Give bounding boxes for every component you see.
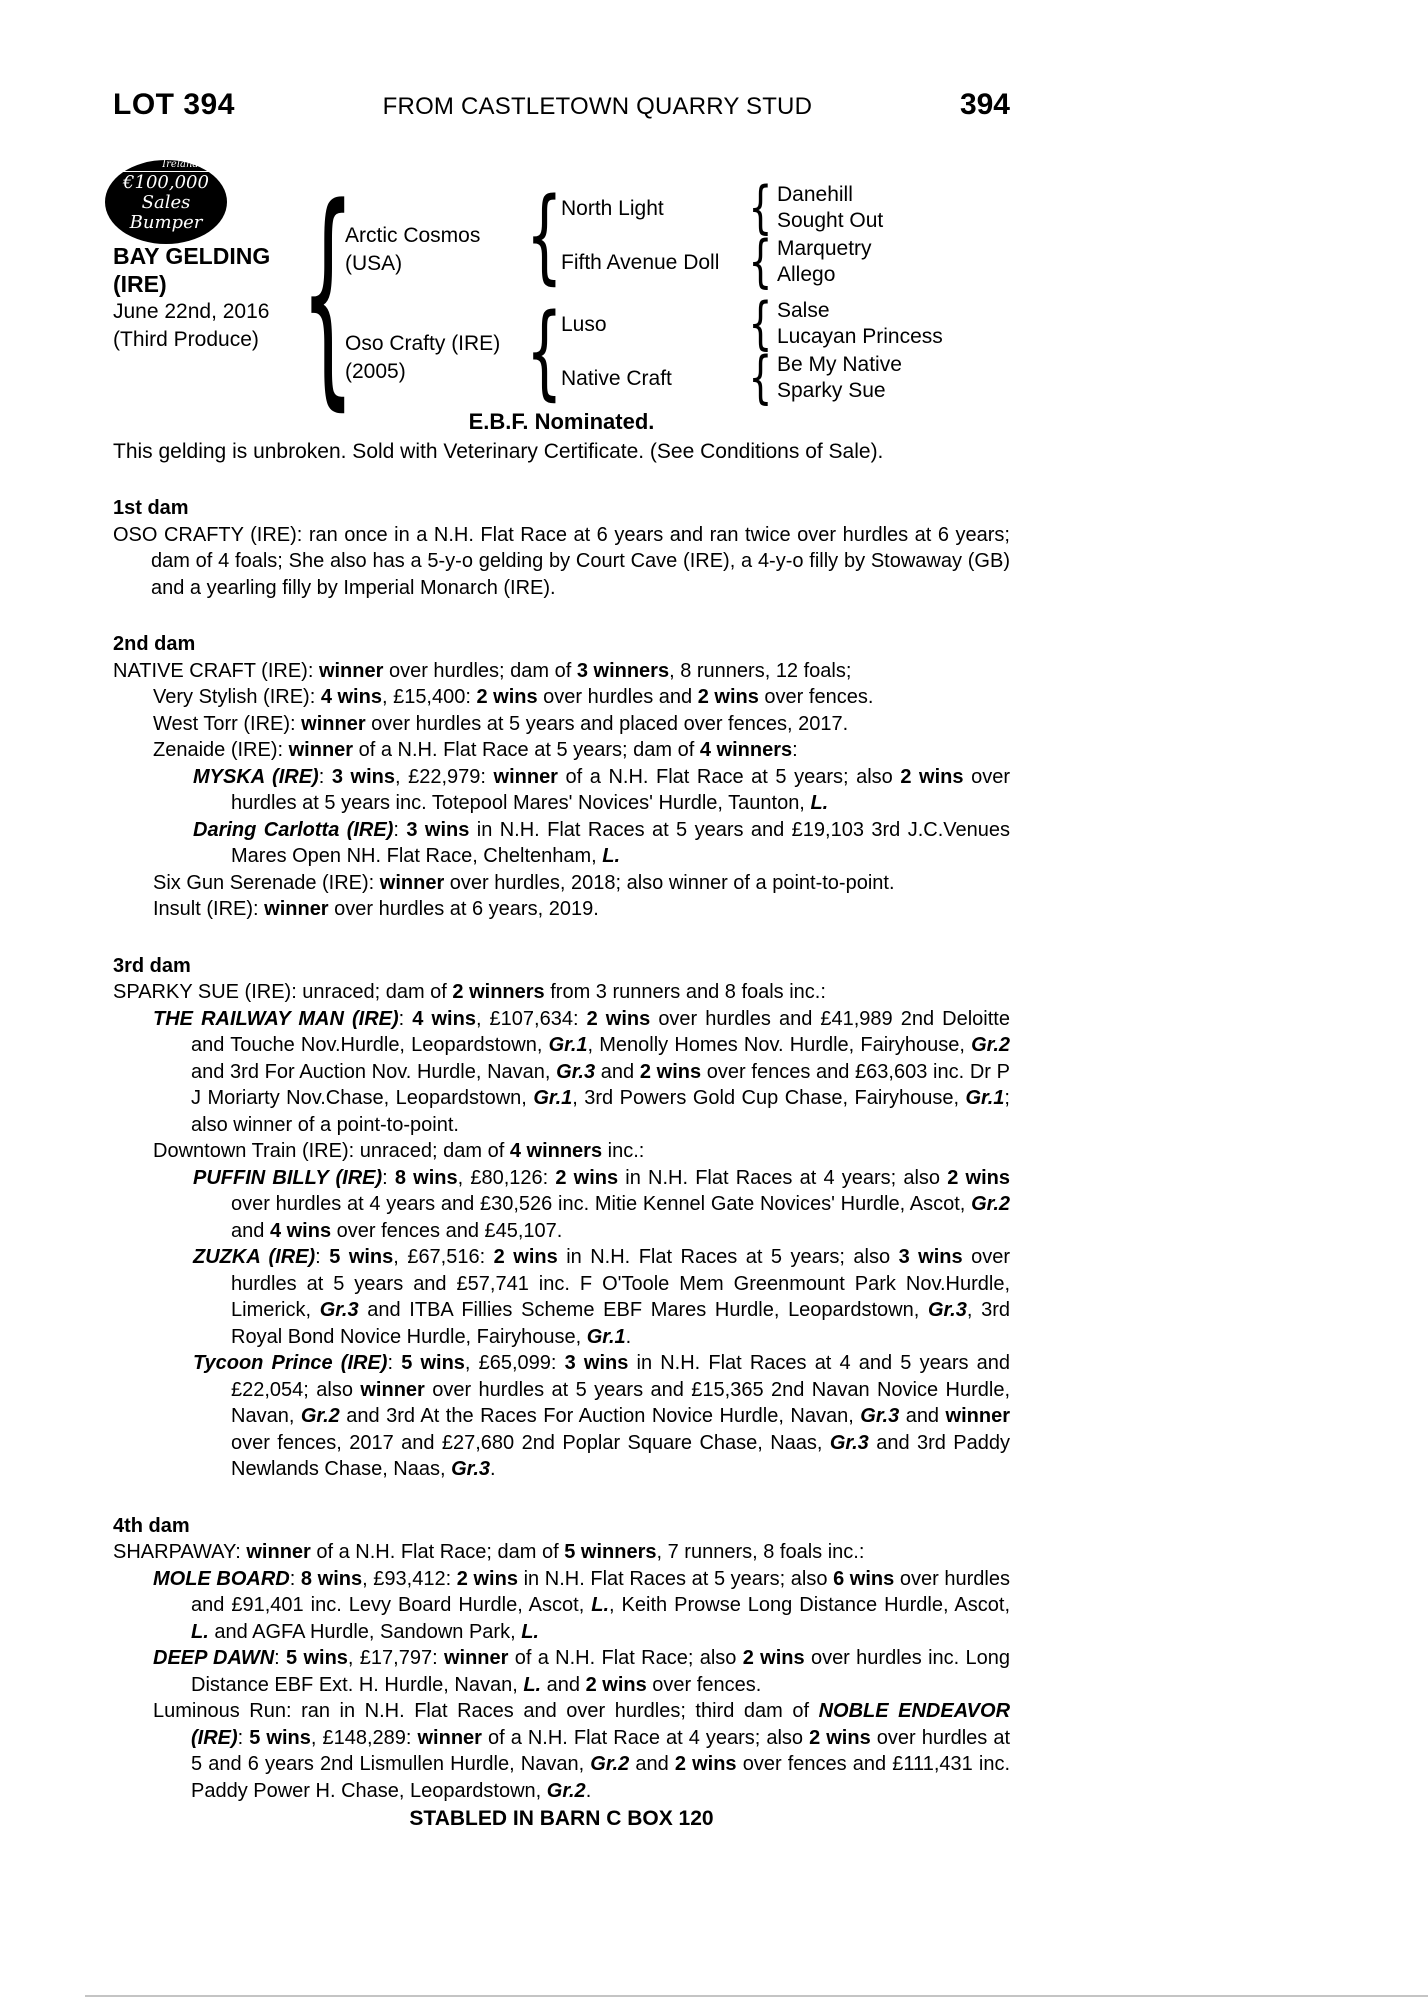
text-segment: , 3rd Royal Bond Novice Hurdle, Fairyhouse, (231, 1299, 1010, 1348)
text-segment: 3 winners (576, 659, 670, 682)
pedigree-paragraph (113, 684, 1010, 711)
pedigree-dam-sire-dam: Lucayan Princess (777, 325, 943, 348)
text-segment: SHARPAWAY: (113, 1541, 247, 1563)
text-segment: Luminous Run: ran in N.H. Flat Races and over hurdles; third dam of (153, 1700, 819, 1722)
pedigree-paragraph (113, 1138, 1010, 1165)
text-segment: winner (493, 765, 558, 788)
text-segment: 4 wins (269, 1219, 332, 1242)
text-segment: and (899, 1405, 946, 1427)
badge-brand: Tattersalls Ireland (153, 147, 208, 170)
text-segment: 5 wins (329, 1246, 394, 1268)
text-segment: , £65,099: (464, 1352, 565, 1374)
text-segment: 2 wins (947, 1166, 1010, 1189)
text-segment: over fences and £63,603 inc. Dr P J Moriarty Nov.Chase, Leopardstown, (191, 1060, 1010, 1109)
pedigree-dam-dam-dam: Sparky Sue (777, 379, 886, 402)
text-segment: 3 wins (406, 818, 470, 841)
pedigree-paragraph (113, 658, 1010, 685)
text-segment: Gr.2 (300, 1405, 340, 1427)
text-segment: PUFFIN BILLY (IRE) (193, 1166, 383, 1189)
text-segment: over hurdles at 4 years and £30,526 inc. Mitie Kennel Gate Novices' Hurdle, Ascot, (231, 1193, 972, 1215)
dam-section (113, 495, 1010, 601)
text-segment: 5 wins (249, 1726, 311, 1749)
text-segment: . (585, 1779, 592, 1802)
text-segment: 8 wins (394, 1166, 458, 1189)
text-segment: 4 wins (320, 686, 382, 708)
text-segment: , £107,634: (475, 1007, 587, 1030)
text-segment: 3 wins (564, 1352, 629, 1374)
text-segment: Insult (IRE): (153, 898, 265, 920)
text-segment: : (792, 739, 798, 761)
text-segment: : (289, 1567, 301, 1590)
text-segment: , £22,979: (394, 765, 494, 788)
text-segment: and 3rd For Auction Nov. Hurdle, Navan, (191, 1060, 557, 1083)
pedigree-sire-sire-dam: Sought Out (777, 209, 884, 232)
text-segment: and 3rd Paddy Newlands Chase, Naas, (231, 1431, 1010, 1480)
text-segment: Gr.3 (451, 1458, 491, 1480)
pedigree-paragraph (113, 1566, 1010, 1646)
text-segment: L. (523, 1673, 542, 1696)
text-segment: Gr.2 (971, 1193, 1010, 1215)
page-bottom-rule (85, 1995, 1428, 1997)
text-segment: 2 wins (742, 1647, 805, 1669)
pedigree-dam-name: Oso Crafty (IRE) (345, 332, 501, 355)
brace-ggp-1: { (747, 174, 773, 241)
text-segment: and (231, 1219, 270, 1242)
text-segment: , £148,289: (310, 1726, 418, 1749)
text-segment: 6 wins (833, 1567, 895, 1590)
text-segment: Gr.1 (965, 1087, 1005, 1109)
pedigree-paragraph (113, 711, 1010, 738)
text-segment: OSO CRAFTY (IRE): ran once in a N.H. Flat Race at 6 years and ran twice over hurdles at 6 years; dam of 4 foals; She also has a 5-y-o gelding by Court Cave (IRE), a 4-y-o filly by Stowaway (GB) and a yearling filly by Imperial Monarch (IRE). (113, 523, 1010, 599)
text-segment: : (387, 1352, 402, 1374)
text-segment: ; also winner of a point-to-point. (191, 1087, 1010, 1136)
pedigree-paragraph (113, 1698, 1010, 1804)
badge-amount: €100,000 (123, 171, 209, 193)
text-segment: . (625, 1325, 632, 1348)
text-segment: 2 wins (555, 1166, 619, 1189)
horse-info (113, 242, 270, 354)
pedigree-ggp-pair-3 (777, 298, 943, 350)
text-segment: West Torr (IRE): (153, 712, 302, 735)
text-segment: L. (810, 792, 829, 814)
brace-sire-dam: { (300, 156, 356, 432)
text-segment: in N.H. Flat Races at 4 years; also (618, 1166, 948, 1189)
text-segment: 5 wins (401, 1352, 465, 1374)
text-segment: Gr.3 (860, 1405, 900, 1427)
text-segment: and (541, 1673, 586, 1696)
pedigree-sire-sire-sire: Danehill (777, 183, 853, 206)
text-segment: winner (301, 712, 366, 735)
pedigree-paragraph (113, 1165, 1010, 1245)
text-segment: MYSKA (IRE) (193, 765, 319, 788)
text-segment: . (490, 1458, 496, 1480)
text-segment: L. (602, 845, 621, 867)
pedigree-paragraph (113, 764, 1010, 817)
text-segment: in N.H. Flat Races at 4 and 5 years and £22,054; also (231, 1352, 1010, 1401)
horse-foaling-date: June 22nd, 2016 (113, 300, 270, 323)
text-segment: Gr.2 (546, 1779, 586, 1802)
text-segment: L. (191, 1620, 209, 1643)
text-segment: 2 wins (674, 1753, 737, 1775)
text-segment: 2 wins (456, 1567, 518, 1590)
pedigree-dam (345, 330, 500, 386)
fox-logo-icon (105, 153, 131, 165)
text-segment: Six Gun Serenade (IRE): (153, 871, 380, 894)
pedigree-sire-dam-dam: Allego (777, 263, 836, 286)
text-segment: Gr.2 (590, 1753, 630, 1775)
text-segment: NATIVE CRAFT (IRE): (113, 659, 319, 682)
text-segment: winner (288, 739, 354, 761)
text-segment: from 3 runners and 8 foals inc.: (544, 981, 826, 1003)
text-segment: , Menolly Homes Nov. Hurdle, Fairyhouse, (587, 1034, 972, 1056)
text-segment: SPARKY SUE (IRE): unraced; dam of (113, 981, 453, 1003)
text-segment: winner (945, 1405, 1010, 1427)
text-segment: , 8 runners, 12 foals; (669, 659, 852, 682)
brace-dam-parents: { (525, 293, 563, 413)
text-segment: 2 winners (452, 981, 545, 1003)
pedigree-dam-sire: Luso (561, 313, 607, 336)
text-segment: over fences. (758, 686, 874, 708)
text-segment: Gr.1 (533, 1087, 573, 1109)
sales-bumper-badge (105, 147, 227, 244)
text-segment: and (595, 1060, 640, 1083)
stabling-note: STABLED IN BARN C BOX 120 (409, 1807, 714, 1830)
text-segment: Daring Carlotta (IRE) (193, 818, 394, 841)
text-segment: over hurdles and £41,989 2nd Deloitte and Touche Nov.Hurdle, Leopardstown, (191, 1007, 1010, 1056)
dam-sections (113, 495, 1010, 1804)
page-header (113, 88, 1010, 122)
text-segment: over hurdles and £91,401 inc. Levy Board Hurdle, Ascot, (191, 1567, 1010, 1616)
pedigree-dam-origin: (2005) (345, 360, 406, 383)
text-segment: over hurdles and (537, 686, 698, 708)
dam-heading: 1st dam (113, 497, 189, 519)
text-segment: and AGFA Hurdle, Sandown Park, (208, 1620, 522, 1643)
text-segment: , £15,400: (381, 686, 477, 708)
text-segment: of a N.H. Flat Race at 5 years; also (557, 765, 901, 788)
text-segment: over hurdles at 5 years and £15,365 2nd Navan Novice Hurdle, Navan, (231, 1378, 1011, 1427)
pedigree-paragraph (113, 1645, 1010, 1698)
text-segment: winner (417, 1726, 482, 1749)
text-segment: over fences and £45,107. (331, 1219, 563, 1242)
text-segment: Gr.3 (829, 1431, 869, 1454)
text-segment: , £80,126: (457, 1166, 556, 1189)
text-segment: ZUZKA (IRE) (193, 1246, 316, 1268)
text-segment: over hurdles, 2018; also winner of a point-to-point. (444, 871, 895, 894)
dam-heading: 3rd dam (113, 954, 191, 977)
text-segment: : (393, 818, 407, 841)
text-segment: over hurdles; dam of (383, 659, 577, 682)
text-segment: : (318, 765, 332, 788)
dam-heading: 4th dam (113, 1514, 190, 1537)
text-segment: 4 winners (699, 739, 793, 761)
text-segment: winner (318, 659, 384, 682)
text-segment: over hurdles at 5 years and placed over fences, 2017. (365, 712, 849, 735)
text-segment: L. (521, 1620, 539, 1643)
text-segment: Tycoon Prince (IRE) (193, 1352, 388, 1374)
brace-ggp-4: { (747, 344, 773, 411)
text-segment: over hurdles at 5 years and £57,741 inc. F O'Toole Mem Greenmount Park Nov.Hurdle, Limerick, (231, 1246, 1011, 1321)
brace-ggp-3: { (747, 290, 773, 357)
pedigree-sire-dam: Fifth Avenue Doll (561, 251, 720, 274)
text-segment: Gr.3 (556, 1060, 596, 1083)
pedigree-paragraph (113, 1244, 1010, 1350)
lot-number: LOT 394 (113, 88, 235, 121)
text-segment: L. (591, 1594, 610, 1616)
text-segment: over fences. (646, 1673, 762, 1696)
pedigree-sire-name: Arctic Cosmos (345, 224, 481, 247)
text-segment: of a N.H. Flat Race at 5 years; dam of (353, 739, 700, 761)
dam-section (113, 1513, 1010, 1805)
text-segment: Very Stylish (IRE): (153, 686, 321, 708)
pedigree-dam-dam: Native Craft (561, 367, 672, 390)
pedigree-paragraph (113, 737, 1010, 764)
text-segment: : (398, 1007, 413, 1030)
text-segment: , £93,412: (362, 1567, 457, 1590)
text-segment: of a N.H. Flat Race; dam of (310, 1541, 565, 1563)
text-segment: : (315, 1246, 330, 1268)
ebf-nomination-note: E.B.F. Nominated. (468, 409, 655, 434)
text-segment: 2 wins (585, 1673, 647, 1696)
pedigree-sire-origin: (USA) (345, 252, 403, 275)
text-segment: , 7 runners, 8 foals inc.: (656, 1541, 865, 1563)
text-segment: inc.: (602, 1140, 645, 1162)
text-segment: Gr.1 (586, 1325, 626, 1348)
text-segment: Downtown Train (IRE): unraced; dam of (153, 1140, 510, 1162)
pedigree-paragraph (113, 817, 1010, 870)
brace-ggp-2: { (747, 228, 773, 295)
pedigree-sire-sire: North Light (561, 197, 664, 220)
consignor-title: FROM CASTLETOWN QUARRY STUD (382, 93, 813, 120)
text-segment: winner (264, 898, 329, 920)
text-segment: DEEP DAWN (153, 1647, 275, 1669)
text-segment: : (274, 1647, 287, 1669)
pedigree-sire-dam-sire: Marquetry (777, 237, 872, 260)
pedigree-sire (345, 222, 480, 278)
text-segment: , £17,797: (347, 1647, 444, 1669)
text-segment: Zenaide (IRE): (153, 739, 289, 761)
text-segment: 2 wins (639, 1060, 702, 1083)
text-segment: 4 wins (412, 1007, 476, 1030)
text-segment: over hurdles at 5 and 6 years 2nd Lismullen Hurdle, Navan, (191, 1726, 1011, 1775)
brace-sire-parents: { (525, 177, 563, 297)
pedigree-paragraph (113, 1350, 1010, 1483)
text-segment: winner (246, 1541, 311, 1563)
text-segment: Gr.3 (927, 1299, 967, 1321)
text-segment: Gr.2 (971, 1034, 1010, 1056)
text-segment: Gr.1 (548, 1034, 588, 1056)
text-segment: and 3rd At the Races For Auction Novice Hurdle, Navan, (339, 1405, 861, 1427)
text-segment: 3 wins (898, 1246, 963, 1268)
text-segment: : (382, 1166, 395, 1189)
text-segment: 2 wins (697, 686, 759, 708)
text-segment: 2 wins (809, 1726, 871, 1749)
text-segment: 2 wins (493, 1246, 558, 1268)
pedigree-ggp-pair-2 (777, 236, 872, 288)
dam-heading: 2nd dam (113, 633, 196, 655)
text-segment: , £67,516: (393, 1246, 494, 1268)
text-segment: winner (379, 871, 445, 894)
text-segment: , 3rd Powers Gold Cup Chase, Fairyhouse, (572, 1087, 966, 1109)
horse-produce-note: (Third Produce) (113, 328, 259, 351)
text-segment: over hurdles inc. Long Distance EBF Ext. H. Hurdle, Navan, (191, 1647, 1011, 1696)
pedigree-ggp-pair-4 (777, 352, 902, 404)
text-segment: over hurdles at 5 years inc. Totepool Mares' Novices' Hurdle, Taunton, (231, 765, 1010, 814)
text-segment: THE RAILWAY MAN (IRE) (153, 1007, 399, 1030)
text-segment: and ITBA Fillies Scheme EBF Mares Hurdle, Leopardstown, (358, 1299, 928, 1321)
text-segment: over hurdles at 6 years, 2019. (328, 898, 599, 920)
text-segment: 5 winners (564, 1541, 657, 1563)
pedigree-dam-sire-sire: Salse (777, 299, 830, 322)
text-segment: 2 wins (476, 686, 538, 708)
text-segment: of a N.H. Flat Race at 4 years; also (481, 1726, 810, 1749)
pedigree-dam-dam-sire: Be My Native (777, 353, 902, 376)
badge-name: Sales Bumper (129, 191, 203, 233)
sale-condition-note: This gelding is unbroken. Sold with Veterinary Certificate. (See Conditions of Sale). (113, 440, 884, 463)
text-segment: 8 wins (300, 1567, 363, 1590)
page-content (113, 0, 1010, 1833)
pedigree-paragraph (113, 870, 1010, 897)
text-segment: 2 wins (586, 1007, 651, 1030)
text-segment: 3 wins (331, 765, 395, 788)
dam-section (113, 953, 1010, 1483)
text-segment: in N.H. Flat Races at 5 years; also (517, 1567, 834, 1590)
pedigree-paragraph (113, 896, 1010, 923)
horse-name: BAY GELDING (113, 243, 271, 269)
horse-suffix: (IRE) (113, 271, 167, 297)
text-segment: and (629, 1753, 675, 1775)
text-segment: MOLE BOARD (153, 1567, 290, 1590)
text-segment: over fences, 2017 and £27,680 2nd Poplar Square Chase, Naas, (231, 1431, 830, 1454)
text-segment: 5 wins (286, 1647, 348, 1669)
text-segment: winner (360, 1378, 425, 1401)
text-segment: , Keith Prowse Long Distance Hurdle, Ascot, (609, 1594, 1010, 1616)
text-segment: NOBLE ENDEAVOR (IRE) (191, 1700, 1011, 1749)
text-segment: : (237, 1726, 250, 1749)
pedigree-paragraph (113, 1539, 1010, 1566)
text-segment: 4 winners (509, 1140, 603, 1162)
pedigree-ggp-pair-1 (777, 182, 883, 234)
dam-section (113, 631, 1010, 923)
badge-brand-row (105, 148, 227, 172)
pedigree-paragraph (113, 522, 1010, 602)
page-number: 394 (959, 88, 1010, 121)
text-segment: Gr.3 (319, 1299, 359, 1321)
text-segment: winner (443, 1647, 509, 1669)
text-segment: of a N.H. Flat Race; also (508, 1647, 743, 1669)
text-segment: in N.H. Flat Races at 5 years and £19,103 3rd J.C.Venues Mares Open NH. Flat Race, Cheltenham, (231, 818, 1010, 867)
text-segment: over fences and £111,431 inc. Paddy Power H. Chase, Leopardstown, (191, 1753, 1010, 1802)
pedigree-paragraph (113, 1006, 1010, 1139)
pedigree-paragraph (113, 979, 1010, 1006)
text-segment: in N.H. Flat Races at 5 years; also (557, 1246, 899, 1268)
text-segment: 2 wins (900, 765, 964, 788)
